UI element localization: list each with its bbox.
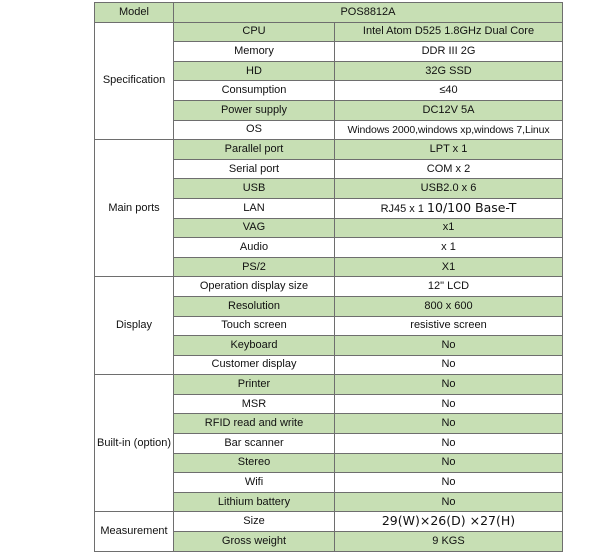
row-value: No: [335, 414, 563, 434]
row-value: DDR III 2G: [335, 42, 563, 62]
row-value: 12" LCD: [335, 277, 563, 297]
header-row: [95, 3, 563, 23]
row-value: No: [335, 434, 563, 454]
table-row: [95, 22, 563, 42]
row-label: HD: [174, 61, 335, 81]
row-label: Size: [174, 512, 335, 532]
group-built-in: Built-in (option): [95, 375, 174, 512]
row-value: Windows 2000,windows xp,windows 7,Linux: [335, 120, 563, 140]
row-value: COM x 2: [335, 159, 563, 179]
row-label: Lithium battery: [174, 492, 335, 512]
row-value: No: [335, 394, 563, 414]
row-label: Wifi: [174, 473, 335, 493]
row-label: Audio: [174, 238, 335, 258]
group-display: Display: [95, 277, 174, 375]
row-value: x 1: [335, 238, 563, 258]
row-label: Operation display size: [174, 277, 335, 297]
row-value: Intel Atom D525 1.8GHz Dual Core: [335, 22, 563, 42]
row-label: Printer: [174, 375, 335, 395]
row-label: Gross weight: [174, 532, 335, 552]
row-label: Stereo: [174, 453, 335, 473]
row-label: RFID read and write: [174, 414, 335, 434]
row-value: No: [335, 453, 563, 473]
row-value: 29(W)×26(D) ×27(H): [335, 512, 563, 532]
row-value: 32G SSD: [335, 61, 563, 81]
model-label: Model: [95, 3, 174, 23]
row-value: No: [335, 492, 563, 512]
row-value: 9 KGS: [335, 532, 563, 552]
lan-speed: 10/100 Base-T: [427, 199, 517, 215]
lan-connector: RJ45 x 1: [380, 202, 424, 215]
model-value: POS8812A: [174, 3, 563, 23]
row-value: No: [335, 355, 563, 375]
row-value: No: [335, 473, 563, 493]
row-label: OS: [174, 120, 335, 140]
row-label: Parallel port: [174, 140, 335, 160]
table-row: [95, 512, 563, 532]
row-value: ≤40: [335, 81, 563, 101]
table-row: [95, 277, 563, 297]
row-label: PS/2: [174, 257, 335, 277]
group-specification: Specification: [95, 22, 174, 140]
row-value: X1: [335, 257, 563, 277]
row-value: x1: [335, 218, 563, 238]
row-value: LPT x 1: [335, 140, 563, 160]
row-label: Touch screen: [174, 316, 335, 336]
row-label: MSR: [174, 394, 335, 414]
row-value: No: [335, 336, 563, 356]
row-label: Power supply: [174, 100, 335, 120]
row-label: Serial port: [174, 159, 335, 179]
row-label: Keyboard: [174, 336, 335, 356]
group-main-ports: Main ports: [95, 140, 174, 277]
row-label: USB: [174, 179, 335, 199]
group-measurement: Measurement: [95, 512, 174, 551]
table-row: [95, 375, 563, 395]
row-value: DC12V 5A: [335, 100, 563, 120]
row-label: Bar scanner: [174, 434, 335, 454]
row-label: Customer display: [174, 355, 335, 375]
row-label: CPU: [174, 22, 335, 42]
row-value: [335, 198, 563, 218]
spec-table: [94, 2, 563, 552]
row-label: Consumption: [174, 81, 335, 101]
row-label: LAN: [174, 198, 335, 218]
table-row: [95, 140, 563, 160]
row-value: No: [335, 375, 563, 395]
row-value: 800 x 600: [335, 296, 563, 316]
row-label: Resolution: [174, 296, 335, 316]
row-label: Memory: [174, 42, 335, 62]
row-label: VAG: [174, 218, 335, 238]
row-value: resistive screen: [335, 316, 563, 336]
row-value: USB2.0 x 6: [335, 179, 563, 199]
